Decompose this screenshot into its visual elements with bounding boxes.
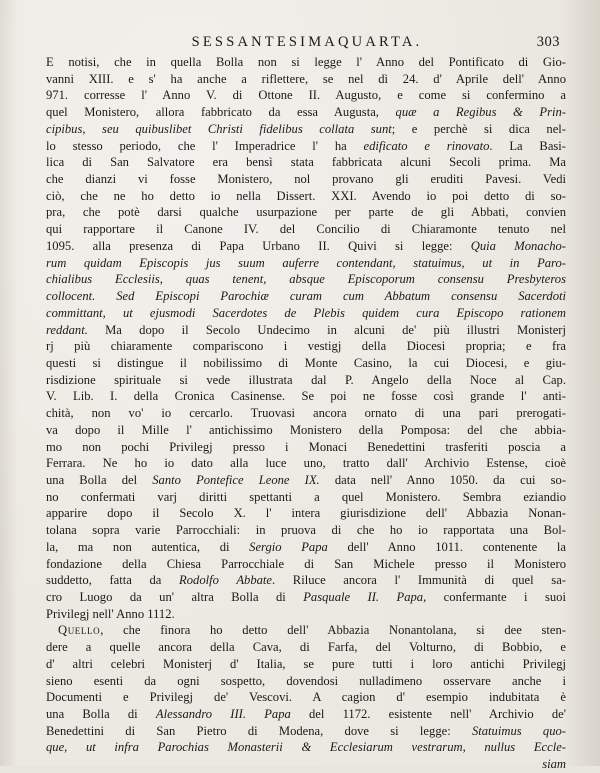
text-line: vanni XIII. e s' ha anche a riflettere, se nel dì 24. d' Aprile dell' Anno bbox=[46, 71, 566, 86]
text-line: que, ut infra Parochias Monasterii & Ecclesiarum vestrarum, nullus Eccle- bbox=[46, 740, 566, 755]
text-line: rj più chiaramente compariscono i vestigj della Diocesi propria; e fra bbox=[46, 339, 566, 354]
text-line: che dianzi vi fosse Monistero, nol provano gli eruditi Pavesi. Vedi bbox=[46, 172, 566, 187]
text-line: lo stesso periodo, che l' Imperadrice l' ha edificato e rinovato. La Basi- bbox=[46, 138, 566, 153]
text-line: lica di San Salvatore era bensì stata fabbricata alcuni Secoli prima. Ma bbox=[46, 155, 566, 170]
text-line: reddant. Ma dopo il Secolo Undecimo in alcuni de' più illustri Monisterj bbox=[46, 322, 566, 337]
text-line: Ferrara. Ne ho io dato alla luce uno, tratto dall' Archivio Estense, cioè bbox=[46, 456, 566, 471]
text-line: 1095. alla presenza di Papa Urbano II. Quivi si legge: Quia Monacho- bbox=[46, 238, 566, 253]
text-line: apparire dopo il Secolo X. l' intera giurisdizione dell' Abbazia Nonan- bbox=[46, 506, 566, 521]
text-line: ciò, che ne ho detto io nella Dissert. XXI. Avendo io poi detto di so- bbox=[46, 188, 566, 203]
text-line: qui rapportare il Canone IV. del Concilio di Chiaramonte tenuto nel bbox=[46, 222, 566, 237]
running-title: SESSANTESIMAQUARTA. bbox=[191, 34, 423, 50]
text-line: la, ma non autentica, di Sergio Papa dell' Anno 1011. contenente la bbox=[46, 539, 566, 554]
text-line: Benedettini di San Pietro di Modena, dove si legge: Statuimus quo- bbox=[46, 723, 566, 738]
text-line: Quello, che finora ho detto dell' Abbazia Nonantolana, si dee sten- bbox=[58, 623, 566, 638]
text-line: collocent. Sed Episcopi Parochiæ curam cum Abbatum consensu Sacerdoti bbox=[46, 289, 566, 304]
text-line: va dopo il Mille l' antichissimo Monistero della Pomposa: del che abbia- bbox=[46, 422, 566, 437]
text-line: quel Monistero, allora fabbricato da essa Augusta, quæ a Regibus & Prin- bbox=[46, 105, 566, 120]
text-line: V. Lib. I. della Cronica Casinense. Se poi ne fosse così grande l' anti- bbox=[46, 389, 566, 404]
text-line: E notisi, che in quella Bolla non si legge l' Anno del Pontificato di Gio- bbox=[46, 55, 566, 69]
text-line: fondazione della Chiesa Parrocchiale di San Michele presso il Monistero bbox=[46, 556, 566, 571]
text-line: committant, ut ejusmodi Sacerdotes de Plebis quidem cura Episcopo rationem bbox=[46, 305, 566, 320]
page-header bbox=[92, 34, 560, 54]
text-line: sieno esenti da ogni sospetto, dovendosi nulladimeno osservare anche i bbox=[46, 673, 566, 688]
text-line: una Bolla del Santo Pontefice Leone IX. data nell' Anno 1050. da cui so- bbox=[46, 472, 566, 487]
text-line: dere a quelle ancora della Cava, di Farfa, del Volturno, di Bobbio, e bbox=[46, 640, 566, 655]
text-line: mo non pochi Privilegj presso i Monaci Benedettini trasferiti poscia a bbox=[46, 439, 566, 454]
body-text bbox=[46, 54, 566, 773]
text-line: cipibus, seu quibuslibet Christi fidelibus collata sunt; e perchè si dica nel- bbox=[46, 121, 566, 136]
text-line: rum quidam Episcopis jus suum auferre contendant, statuimus, ut in Paro- bbox=[46, 255, 566, 270]
text-line: risdizione spirituale si vede illustrata dal P. Angelo della Noce al Cap. bbox=[46, 372, 566, 387]
text-line: una Bolla di Alessandro III. Papa del 1172. esistente nell' Archivio de' bbox=[46, 707, 566, 722]
text-line: Privilegj nell' Anno 1112. bbox=[46, 606, 175, 621]
text-line: questi si distingue il nobilissimo di Monte Casino, la cui Diocesi, e giu- bbox=[46, 355, 566, 370]
text-line: d' altri celebri Monisterj d' Italia, se pure tutti i loro antichi Privilegj bbox=[46, 656, 566, 671]
page-number: 303 bbox=[536, 34, 560, 50]
text-line: suddetto, fatta da Rodolfo Abbate. Riluce ancora l' Immunità di quel sa- bbox=[46, 573, 566, 588]
text-line: chità, non vo' io cercarlo. Truovasi ancora ornato di una pari prerogati- bbox=[46, 406, 566, 421]
text-line: chialibus Ecclesiis, quas tenent, absque Episcoporum consensu Presbyteros bbox=[46, 272, 566, 287]
text-line: tolana sopra varie Parrocchiali: in pruova di che ho io rapportata una Bol- bbox=[46, 523, 566, 538]
text-line: no confermati varj diritti spettanti a quel Monistero. Sembra eziandio bbox=[46, 489, 566, 504]
text-line: Documenti e Privilegj de' Vescovi. A cagion d' esempio indubitata è bbox=[46, 690, 566, 705]
text-line: cro Luogo da un' altra Bolla di Pasquale II. Papa, confermante i suoi bbox=[46, 590, 566, 604]
catchword: siam bbox=[542, 757, 566, 772]
text-line: 971. corresse l' Anno V. di Ottone II. Augusto, e come si confermino a bbox=[46, 88, 566, 103]
text-line: pra, che potè darsi qualche usurpazione per parte de gli Abbati, convien bbox=[46, 205, 566, 220]
